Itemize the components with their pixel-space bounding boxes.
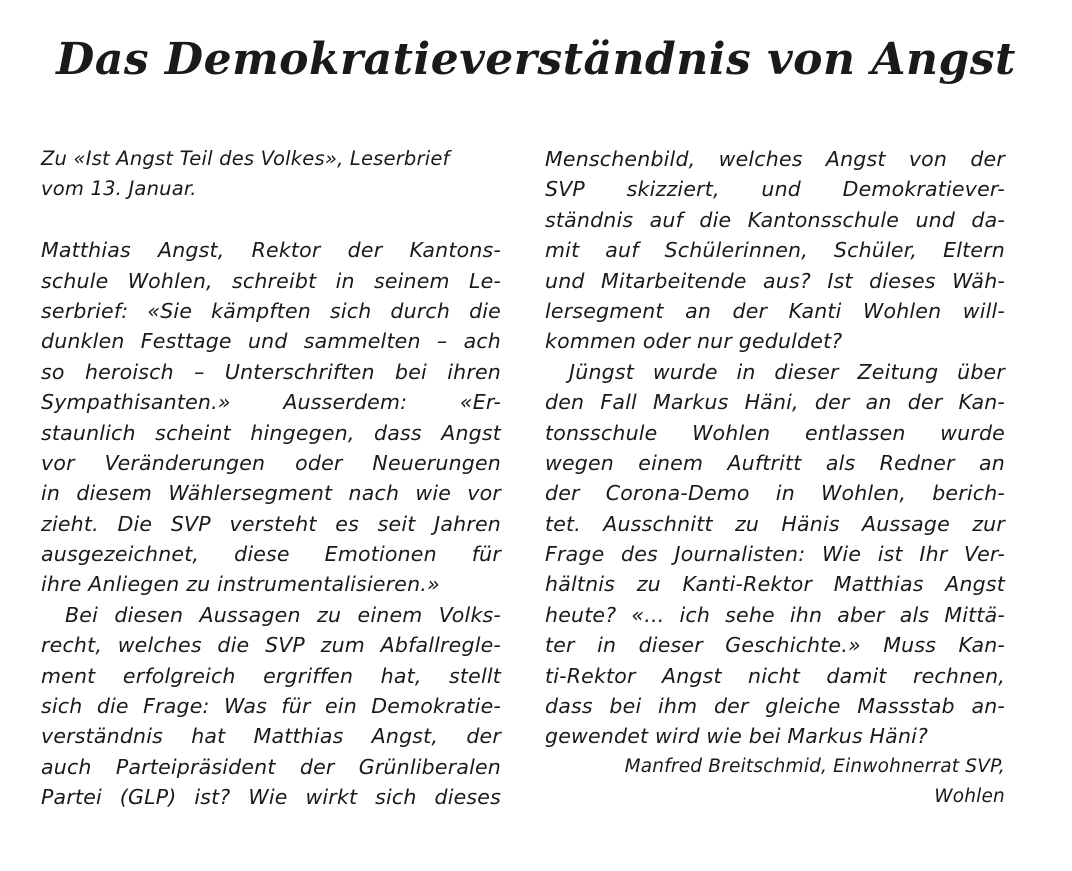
body-text-line: Jüngst wurde in dieser Zeitung über <box>569 359 1005 384</box>
body-text-line: den Fall Markus Häni, der an der Kan- <box>545 390 1005 415</box>
body-text-line: auch Parteipräsident der Grünliberalen <box>41 754 501 779</box>
body-text-line: tet. Ausschnitt zu Hänis Aussage zur <box>545 511 1005 536</box>
body-text-line: Menschenbild, welches Angst von der <box>545 147 1005 171</box>
article-title: Das Demokratieverständnis von Angst <box>56 34 1016 85</box>
body-text-line: ihre Anliegen zu instrumentalisieren.» <box>41 572 440 597</box>
body-text-line: und Mitarbeitende aus? Ist dieses Wäh- <box>545 268 1005 293</box>
signature-line: Manfred Breitschmid, Einwohnerrat SVP, <box>624 755 1005 777</box>
article-right-column <box>545 144 1005 813</box>
body-text-line: Matthias Angst, Rektor der Kantons- <box>41 238 501 263</box>
body-text-line: sich die Frage: Was für ein Demokratie- <box>41 694 501 719</box>
body-text-line: serbrief: «Sie kämpften sich durch die <box>41 298 501 323</box>
reference-line: Zu «Ist Angst Teil des Volkes», Leserbrief <box>41 147 450 170</box>
body-text-line: tonsschule Wohlen entlassen wurde <box>545 420 1005 445</box>
body-text-line: ausgezeichnet, diese Emotionen für <box>41 542 501 567</box>
body-text-line: vor Veränderungen oder Neuerungen <box>41 450 501 475</box>
body-text-line: der Corona-Demo in Wohlen, berich- <box>545 481 1005 506</box>
body-text-line: gewendet wird wie bei Markus Häni? <box>545 724 929 749</box>
body-text-line: Partei (GLP) ist? Wie wirkt sich dieses <box>41 785 501 810</box>
body-text-line: dunklen Festtage und sammelten – ach <box>41 329 501 354</box>
body-text-line: verständnis hat Matthias Angst, der <box>41 724 501 749</box>
body-text-line: dass bei ihm der gleiche Massstab an- <box>545 694 1005 719</box>
body-text-line: recht, welches die SVP zum Abfallregle- <box>41 633 501 658</box>
body-text-line: Frage des Journalisten: Wie ist Ihr Ver- <box>545 542 1005 567</box>
body-text-line: ständnis auf die Kantonsschule und da- <box>545 207 1005 232</box>
body-text-line: Sympathisanten.» Ausserdem: «Er- <box>41 390 501 415</box>
body-text-line: zieht. Die SVP versteht es seit Jahren <box>41 511 501 536</box>
body-text-line: lersegment an der Kanti Wohlen will- <box>545 298 1005 323</box>
body-text-line: wegen einem Auftritt als Redner an <box>545 450 1005 475</box>
body-text-line: mit auf Schülerinnen, Schüler, Eltern <box>545 238 1005 263</box>
signature-line: Wohlen <box>934 786 1005 808</box>
body-text-line: in diesem Wählersegment nach wie vor <box>41 481 501 506</box>
body-text-line: ti-Rektor Angst nicht damit rechnen, <box>545 663 1005 688</box>
reference-line: vom 13. Januar. <box>41 177 197 201</box>
body-text-line: staunlich scheint hingegen, dass Angst <box>41 420 501 445</box>
body-text-line: ter in dieser Geschichte.» Muss Kan- <box>545 633 1005 658</box>
body-text-line: SVP skizziert, und Demokratiever- <box>545 177 1005 202</box>
body-text-line: so heroisch – Unterschriften bei ihren <box>41 359 501 384</box>
body-text-line: heute? «... ich sehe ihn aber als Mittä- <box>545 602 1005 627</box>
body-text-line: kommen oder nur geduldet? <box>545 329 843 354</box>
body-text-line: schule Wohlen, schreibt in seinem Le- <box>41 268 501 293</box>
paragraph-gap <box>41 205 501 235</box>
body-text-line: hältnis zu Kanti-Rektor Matthias Angst <box>545 572 1005 597</box>
article-left-column <box>41 144 501 813</box>
body-text-line: ment erfolgreich ergriffen hat, stellt <box>41 663 501 688</box>
body-text-line: Bei diesen Aussagen zu einem Volks- <box>65 602 501 627</box>
